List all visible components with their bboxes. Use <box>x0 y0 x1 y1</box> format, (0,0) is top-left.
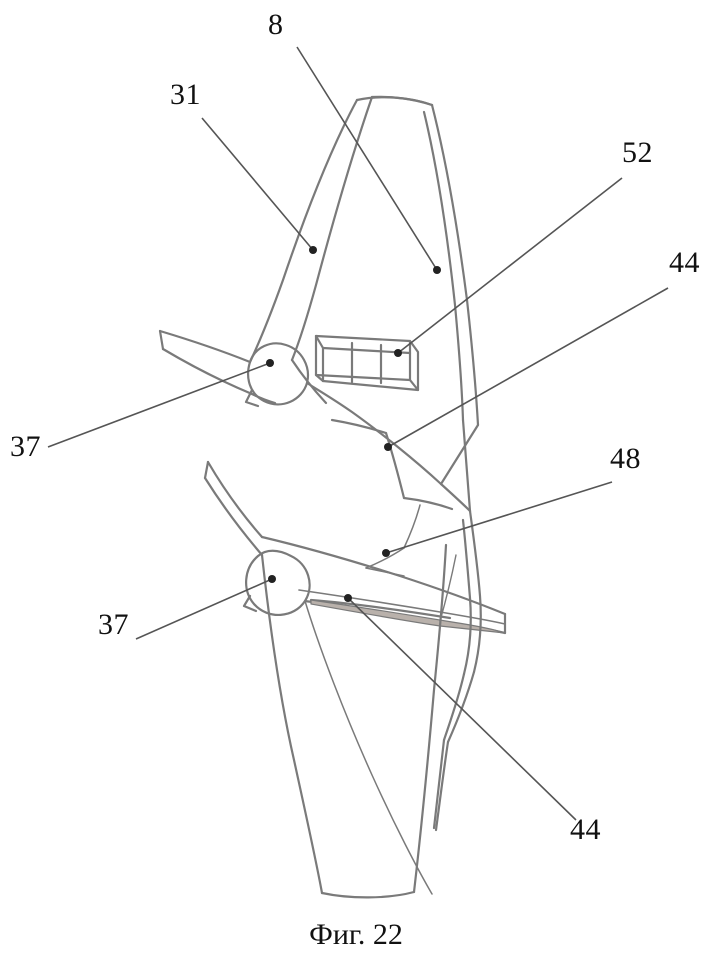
leader-lines <box>48 47 668 820</box>
callout-label-37-lower: 37 <box>98 608 129 641</box>
figure-outlines <box>160 97 505 898</box>
callout-label-37-upper: 37 <box>10 430 41 463</box>
callout-label-8: 8 <box>268 8 284 41</box>
figure-caption: Фиг. 22 <box>309 918 403 951</box>
callout-label-31: 31 <box>170 78 201 111</box>
callout-label-52: 52 <box>622 136 653 169</box>
callout-label-48: 48 <box>610 442 641 475</box>
callout-label-44-upper: 44 <box>669 246 700 279</box>
callout-label-44-lower: 44 <box>570 813 601 846</box>
